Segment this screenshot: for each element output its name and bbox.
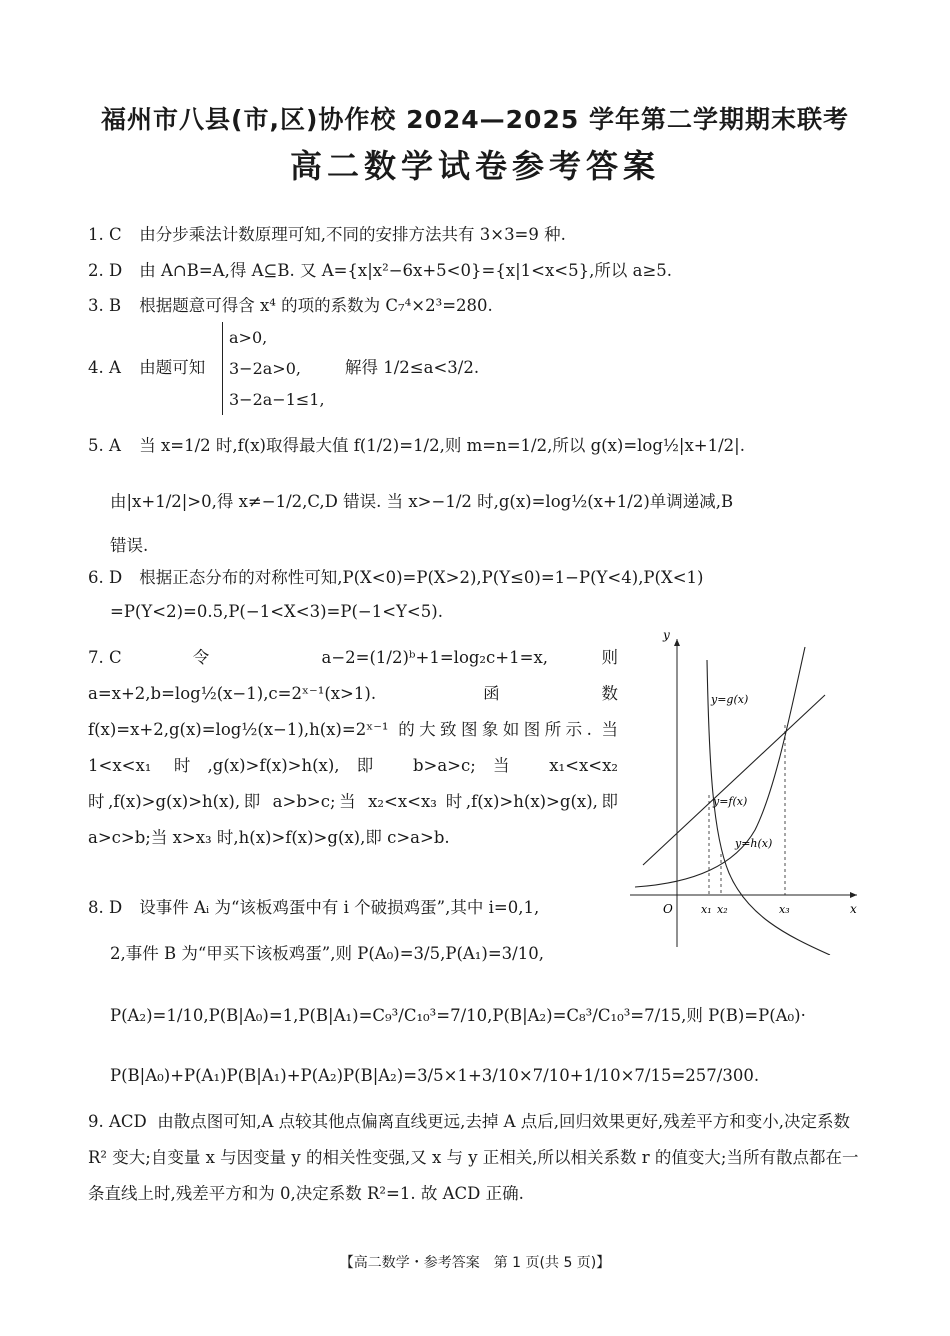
- answer-6-line-2: =P(Y<2)=0.5,P(−1<X<3)=P(−1<Y<5).: [110, 602, 443, 621]
- answer-2-number: 2. D: [88, 261, 123, 280]
- label-g: y=g(x): [711, 693, 749, 706]
- origin-label: O: [663, 902, 673, 916]
- label-x2: x₂: [717, 903, 728, 916]
- curve-h: [635, 647, 805, 887]
- answer-8-line-2: 2,事件 B 为“甲买下该板鸡蛋”,则 P(A₀)=3/5,P(A₁)=3/10,: [110, 944, 544, 963]
- answer-6-number: 6. D: [88, 568, 123, 587]
- line-f: [643, 695, 825, 865]
- answer-4-case-2: 3−2a>0,: [229, 359, 301, 378]
- label-x1: x₁: [701, 903, 712, 916]
- y-axis-label: y: [663, 628, 670, 642]
- answer-8-line-4: P(B|A₀)+P(A₁)P(B|A₁)+P(A₂)P(B|A₂)=3/5×1+3/10×7/10+1/10×7/15=257/300.: [110, 1066, 760, 1085]
- answer-4-number: 4. A: [88, 358, 121, 377]
- answer-1: [88, 217, 863, 253]
- y-axis-arrow-icon: [674, 639, 680, 646]
- answer-8-line-3: P(A₂)=1/10,P(B|A₀)=1,P(B|A₁)=C₉³/C₁₀³=7/10,P(B|A₂)=C₈³/C₁₀³=7/15,则 P(B)=P(A₀)·: [110, 1006, 806, 1025]
- answer-5: [88, 428, 863, 464]
- label-f: y=f(x): [713, 795, 748, 808]
- answer-4-result: 解得 1/2≤a<3/2.: [345, 358, 480, 377]
- answer-9-text: 由散点图可知,A 点较其他点偏离直线更远,去掉 A 点后,回归效果更好,残差平方和变小,决定系数 R² 变大;自变量 x 与因变量 y 的相关性变强,又 x 与 y 正相关,所以相关系数 r 的值变大;当所有散点都在一条直线上时,残差平方和为 0,决定系数 R²=1. 故 ACD 正确.: [88, 1112, 859, 1203]
- answer-4-system: [222, 322, 349, 415]
- answer-4-case-1: a>0,: [229, 328, 268, 347]
- answer-7-text: 令 a−2=(1/2)ᵇ+1=log₂c+1=x,则 a=x+2,b=log½(x−1),c=2ˣ⁻¹(x>1). 函数 f(x)=x+2,g(x)=log½(x−1),h(x)=2ˣ⁻¹ 的大致图象如图所示. 当 1<x<x₁ 时,g(x)>f(x)>h(x),即 b>a>c;当 x₁<x<x₂ 时,f(x)>g(x)>h(x),即 a>b>c;当 x₂<x<x₃ 时,f(x)>h(x)>g(x),即 a>c>b;当 x>x₃ 时,h(x)>f(x)>g(x),即 c>a>b.: [88, 648, 618, 847]
- answer-4-label: 由题可知: [139, 358, 206, 377]
- answer-8: [88, 890, 863, 926]
- answer-2-text: 由 A∩B=A,得 A⊆B. 又 A={x|x²−6x+5<0}={x|1<x<5},所以 a≥5.: [139, 261, 673, 280]
- answer-9-number: 9. ACD: [88, 1112, 147, 1131]
- label-h: y=h(x): [735, 837, 773, 850]
- answer-9: [88, 1104, 863, 1212]
- answer-3: [88, 288, 863, 324]
- label-x3: x₃: [779, 903, 790, 916]
- answer-5-line-3: 错误.: [110, 536, 149, 555]
- answer-1-text: 由分步乘法计数原理可知,不同的安排方法共有 3×3=9 种.: [139, 225, 566, 244]
- answer-3-text: 根据题意可得含 x⁴ 的项的系数为 C₇⁴×2³=280.: [139, 296, 493, 315]
- answer-7-number: 7. C: [88, 648, 122, 667]
- answer-5-number: 5. A: [88, 436, 121, 455]
- answer-6: [88, 560, 863, 596]
- answer-4-case-3: 3−2a−1≤1,: [229, 390, 325, 409]
- answer-3-number: 3. B: [88, 296, 122, 315]
- x-axis-label: x: [850, 902, 857, 916]
- answer-6-line-1: 根据正态分布的对称性可知,P(X<0)=P(X>2),P(Y≤0)=1−P(Y<4),P(X<1): [139, 568, 704, 587]
- answer-7: [88, 640, 618, 856]
- answer-5-line-2: 由|x+1/2|>0,得 x≠−1/2,C,D 错误. 当 x>−1/2 时,g(x)=log½(x+1/2)单调递减,B: [110, 492, 734, 511]
- exam-title: 福州市八县(市,区)协作校 2024—2025 学年第二学期期末联考: [101, 105, 849, 134]
- answer-4: [88, 350, 205, 386]
- answer-1-number: 1. C: [88, 225, 122, 244]
- answer-2: [88, 253, 863, 289]
- exam-subtitle: 高二数学试卷参考答案: [289, 147, 660, 185]
- page-footer: 【高二数学・参考答案 第 1 页(共 5 页)】: [339, 1255, 611, 1271]
- answer-5-line-1: 当 x=1/2 时,f(x)取得最大值 f(1/2)=1/2,则 m=n=1/2,所以 g(x)=log½|x+1/2|.: [139, 436, 745, 455]
- answer-8-number: 8. D: [88, 898, 123, 917]
- answer-8-line-1: 设事件 Aᵢ 为“该板鸡蛋中有 i 个破损鸡蛋”,其中 i=0,1,: [139, 898, 540, 917]
